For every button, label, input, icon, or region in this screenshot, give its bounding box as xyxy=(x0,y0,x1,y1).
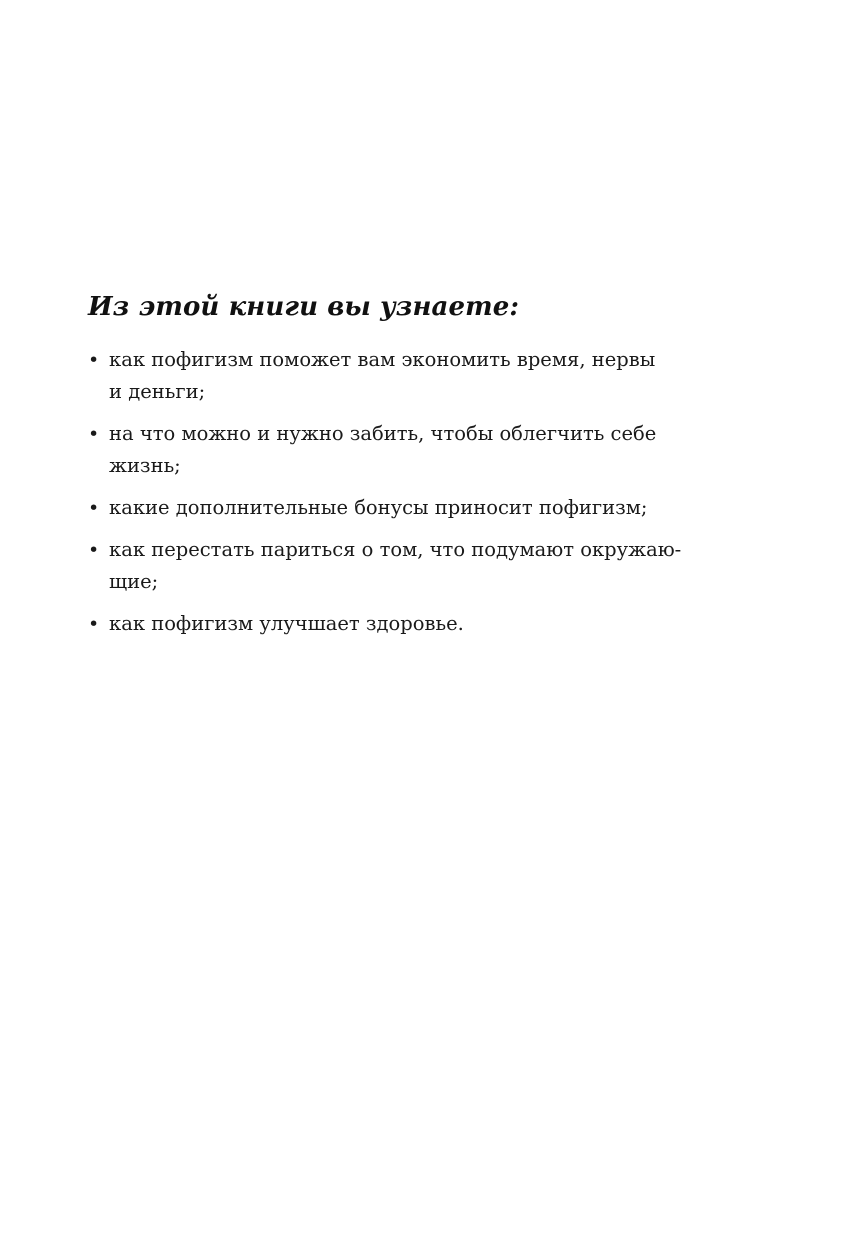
list-item-text-line: на что можно и нужно забить, чтобы облегчить себе xyxy=(109,422,657,445)
list-item-text-line: как перестать париться о том, что подумают окружаю- xyxy=(109,538,682,561)
list-item xyxy=(88,608,728,640)
book-benefits-section xyxy=(88,288,728,650)
list-item-text-line: как пофигизм улучшает здоровье. xyxy=(109,612,464,635)
section-heading: Из этой книги вы узнаете: xyxy=(88,292,520,322)
benefits-list xyxy=(88,344,728,640)
list-item xyxy=(88,418,728,482)
list-item-text-line: щие; xyxy=(109,570,159,593)
bullet-icon: • xyxy=(88,497,100,519)
list-item-text-line: жизнь; xyxy=(109,454,181,477)
bullet-icon: • xyxy=(88,539,100,561)
list-item xyxy=(88,534,728,598)
list-item-text-line: как пофигизм поможет вам экономить время, нервы xyxy=(109,348,656,371)
bullet-icon: • xyxy=(88,423,100,445)
list-item-text-line: какие дополнительные бонусы приносит пофигизм; xyxy=(109,496,648,519)
bullet-icon: • xyxy=(88,613,100,635)
list-item xyxy=(88,492,728,524)
list-item-text-line: и деньги; xyxy=(109,380,206,403)
list-item xyxy=(88,344,728,408)
bullet-icon: • xyxy=(88,349,100,371)
